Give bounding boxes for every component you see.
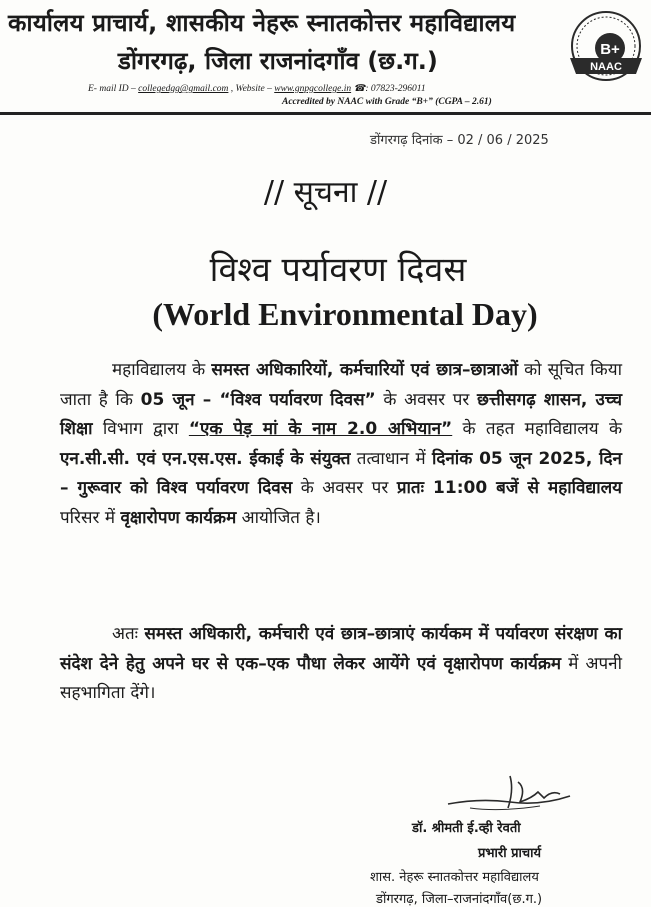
p1-text: विभाग द्वारा [92, 419, 189, 440]
email-link[interactable]: collegedgg@gmail.com [138, 84, 229, 94]
p1-schedule-date: दिनांक 05 जून 2025, दिन – गुरूवार को विश्व पर्यावरण दिवस [60, 448, 622, 499]
p1-text: परिसर में [60, 507, 121, 528]
p1-text: के अवसर पर [292, 478, 397, 499]
naac-grade: B+ [600, 41, 620, 58]
notice-date: डोंगरगढ़ दिनांक – 02 / 06 / 2025 [370, 133, 549, 148]
signatory-title: प्रभारी प्राचार्य [478, 846, 542, 861]
website-link[interactable]: www.gnpgcollege.in [274, 84, 352, 94]
naac-badge-logo [566, 8, 646, 84]
p1-addressees: समस्त अधिकारियों, कर्मचारियों एवं छात्र–छात्राओं [211, 360, 518, 380]
p2-instruction: समस्त अधिकारी, कर्मचारी एवं छात्र–छात्राएं कार्यकम में पर्यावरण संरक्षण का संदेश देने हेतु अपने घर से एक–एक पौधा लेकर आयेंगे एवं वृक्षारोपण कार्यक्रम [60, 624, 622, 674]
header-divider [0, 112, 651, 115]
p1-text: के अवसर पर [375, 389, 478, 410]
p1-event-date: 05 जून – “विश्व पर्यावरण दिवस” [140, 389, 376, 410]
p1-government: छत्तीसगढ़ शासन, उच्च शिक्षा [60, 389, 622, 440]
notice-paragraph-1 [60, 356, 622, 534]
p1-text: तत्वाधान में [350, 448, 432, 469]
notice-title: // सूचना // [263, 175, 388, 210]
naac-label: NAAC [590, 61, 622, 73]
signatory-name: डॉ. श्रीमती ई.व्ही रेवती [412, 821, 521, 836]
accreditation-line: Accredited by NAAC with Grade “B+” (CGPA – 2.61) [282, 97, 492, 107]
header-college-office: कार्यालय प्राचार्य, शासकीय नेहरू स्नातकोत्तर महाविद्यालय [8, 9, 516, 37]
phone-number: ☎: 07823-296011 [353, 84, 426, 94]
p1-text: के तहत महाविद्यालय के [452, 419, 622, 440]
p1-text: को सूचित किया जाता है कि [60, 360, 622, 410]
p1-text: आयोजित है। [236, 507, 321, 528]
p1-units: एन.सी.सी. एवं एन.एस.एस. ईकाई के संयुक्त [60, 448, 351, 469]
signatory-institution: शास. नेहरू स्नातकोत्तर महाविद्यालय [370, 870, 539, 885]
p1-text: महाविद्यालय के [112, 360, 212, 380]
p1-program: वृक्षारोपण कार्यक्रम [120, 507, 237, 528]
signatory-location: डोंगरगढ़, जिला–राजनांदगाँव(छ.ग.) [376, 892, 543, 907]
notice-paragraph-2 [60, 620, 622, 709]
p1-time-venue: प्रातः 11:00 बजें से महाविद्यालय [396, 478, 622, 499]
email-label: E- mail ID – [88, 84, 136, 94]
signature-mark [440, 768, 580, 818]
p2-text: अतः [112, 624, 145, 644]
p1-campaign: “एक पेड़ मां के नाम 2.0 अभियान” [188, 419, 453, 440]
event-title-english: (World Environmental Day) [152, 296, 538, 332]
event-title-hindi: विश्व पर्यावरण दिवस [209, 250, 467, 290]
header-contact-line [88, 83, 426, 94]
header-college-location: डोंगरगढ़, जिला राजनांदगाँव (छ.ग.) [118, 47, 438, 75]
website-label: , Website – [230, 84, 272, 94]
p2-text: में अपनी सहभागिता देंगे। [60, 653, 622, 704]
